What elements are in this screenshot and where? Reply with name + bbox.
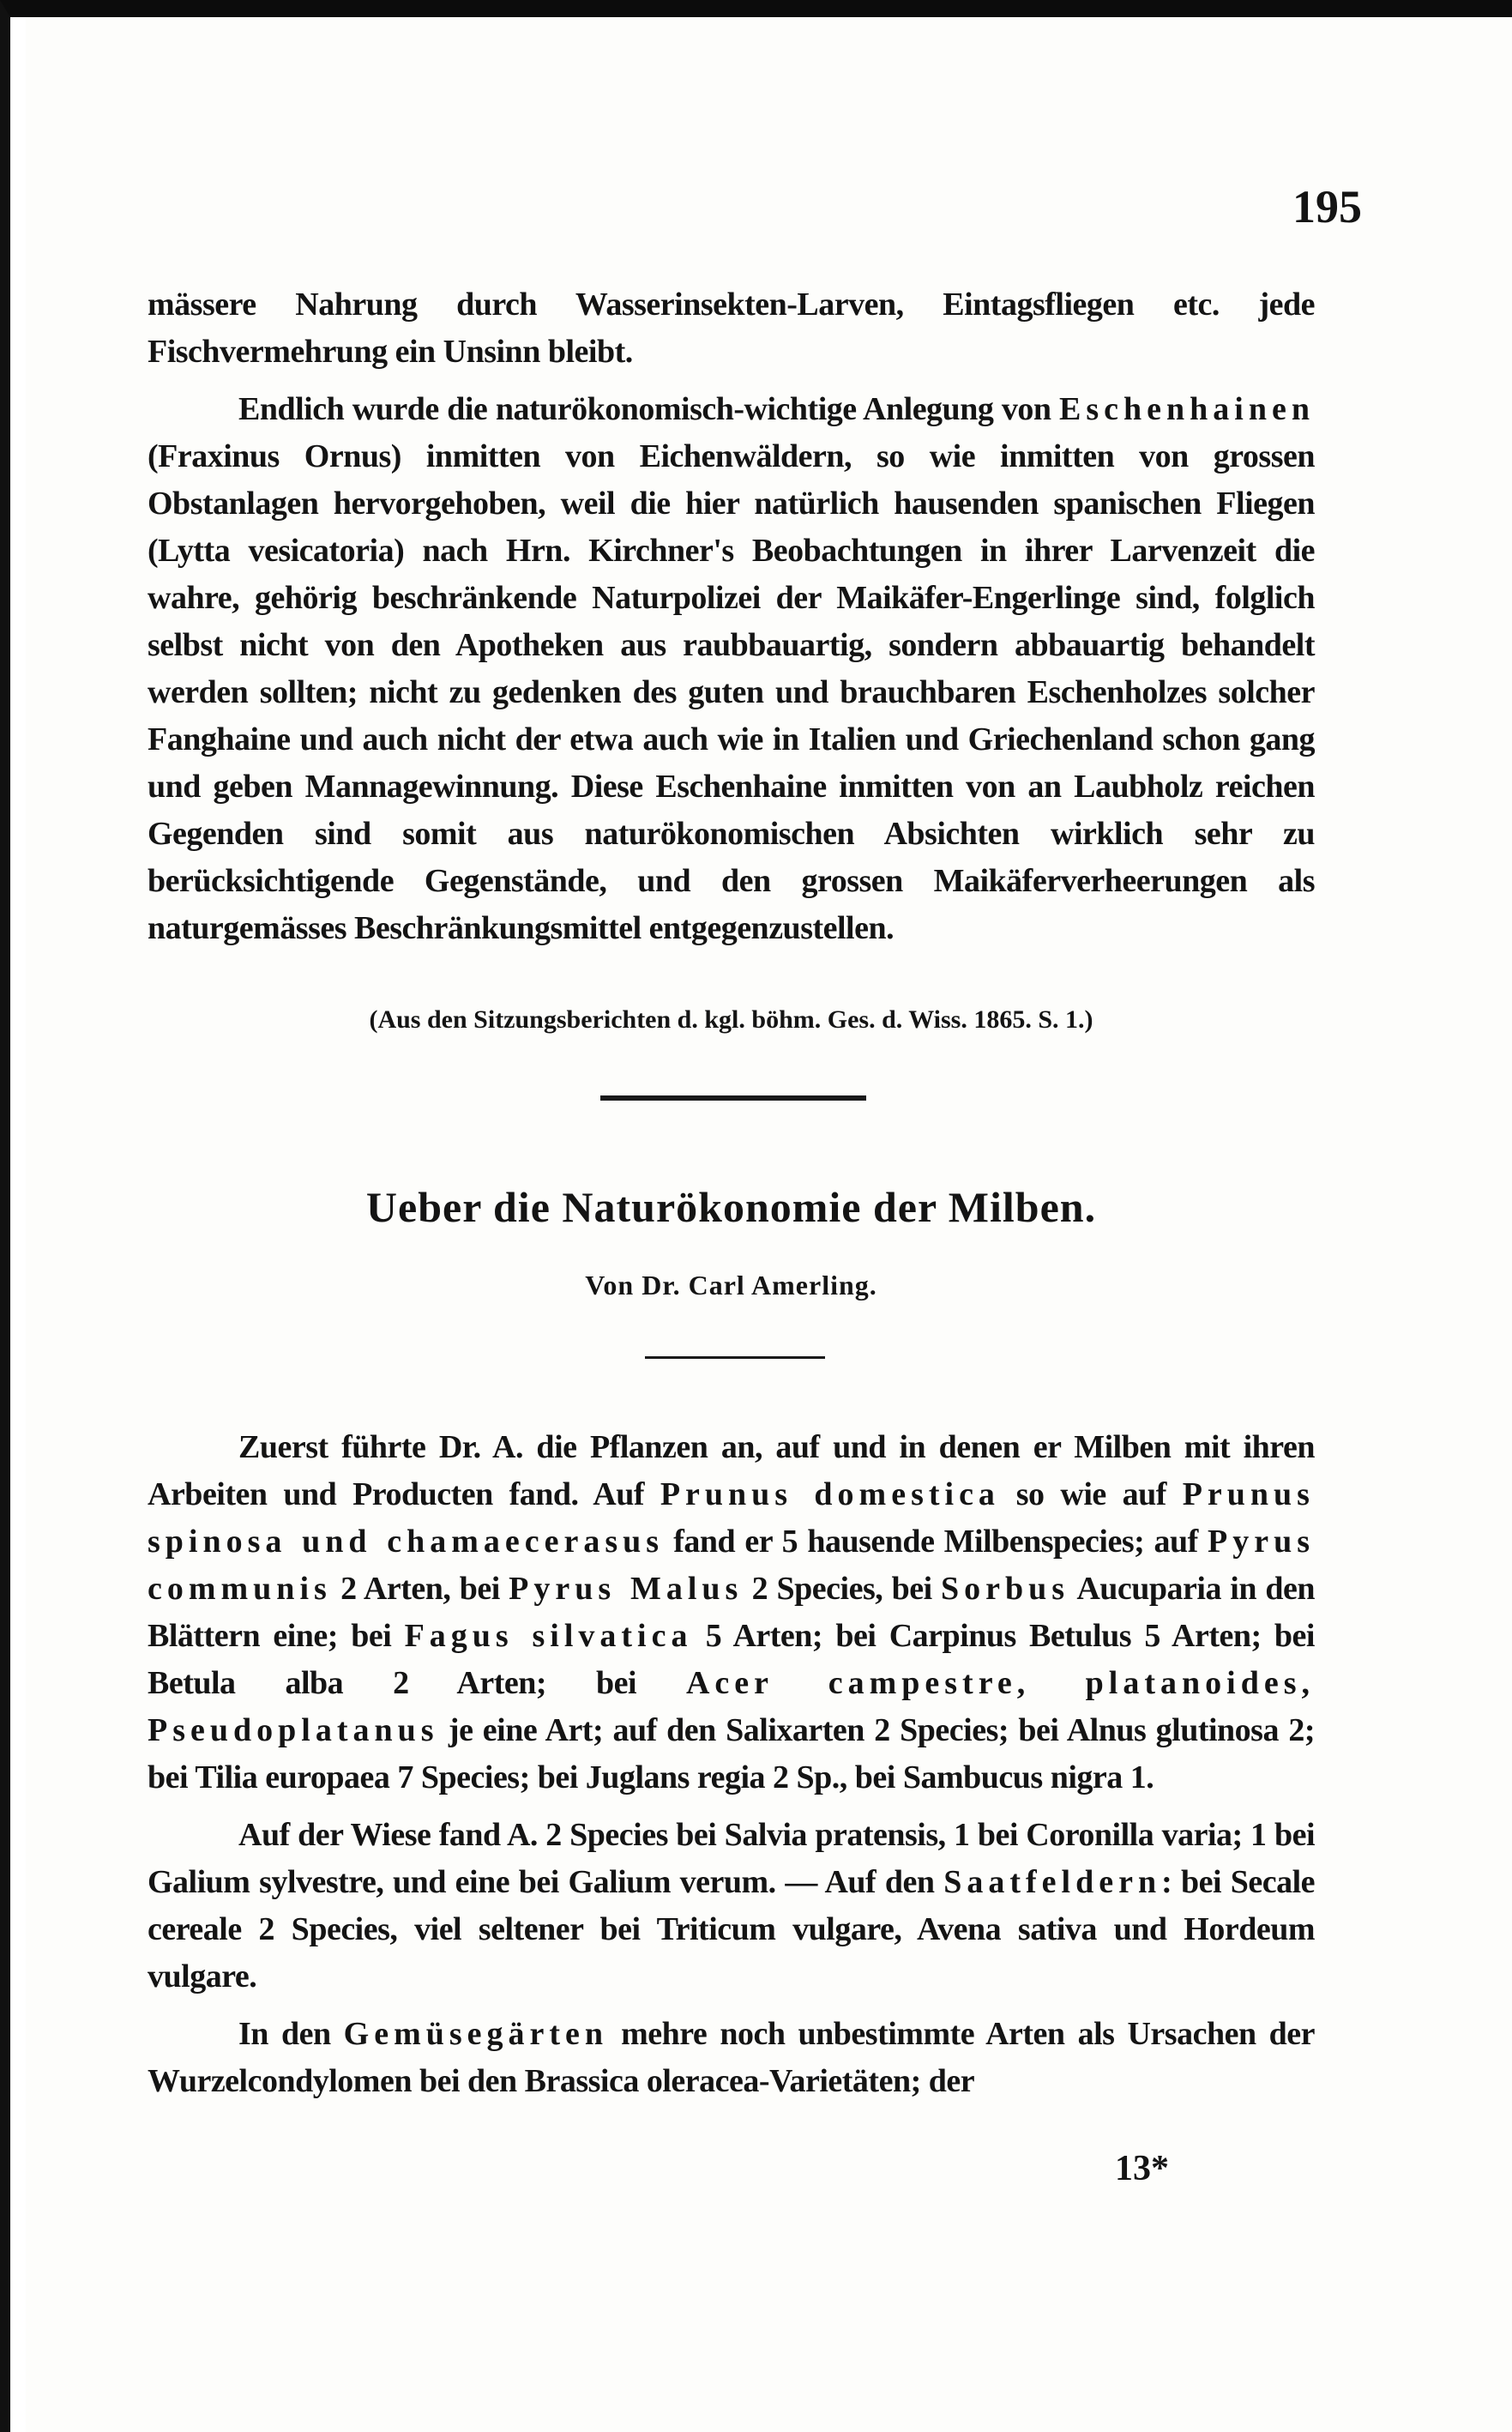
paragraph: In den Gemüsegärten mehre noch unbestimmte Arten als Ursachen der Wurzelcondylomen bei den Brassica oleracea-Varietäten; der <box>148 2016 1315 2099</box>
paragraph: Zuerst führte Dr. A. die Pflanzen an, auf und in denen er Milben mit ihren Arbeiten und Producten fand. Auf Prunus domestica so wie auf Prunus spinosa und chamaecerasus fand er 5 hausende Milbenspecies; auf Pyrus communis 2 Arten, bei Pyrus Malus 2 Species, bei Sorbus Aucuparia in den Blättern eine; bei Fagus silvatica 5 Arten; bei Carpinus Betulus 5 Arten; bei Betula alba 2 Arten; bei Acer campestre, platanoides, Pseudoplatanus je eine Art; auf den Salixarten 2 Species; bei Alnus glutinosa 2; bei Tilia europaea 7 Species; bei Juglans regia 2 Sp., bei Sambucus nigra 1. <box>148 1429 1315 1795</box>
citation: (Aus den Sitzungsberichten d. kgl. böhm. Ges. d. Wiss. 1865. S. 1.) <box>369 1005 1093 1034</box>
article-author: Von Dr. Carl Amerling. <box>585 1270 877 1300</box>
paragraph: mässere Nahrung durch Wasserinsekten-Larven, Eintagsfliegen etc. jede Fischvermehrung ein Unsinn bleibt. <box>148 287 1315 370</box>
paragraph: Endlich wurde die naturökonomisch-wichtige Anlegung von Eschenhainen (Fraxinus Ornus) inmitten von Eichenwäldern, so wie inmitten von grossen Obstanlagen hervorgehoben, weil die hier natürlich hausenden spanischen Fliegen (Lytta vesicatoria) nach Hrn. Kirchner's Beobachtungen in ihrer Larvenzeit die wahre, gehörig beschränkende Naturpolizei der Maikäfer-Engerlinge sind, folglich selbst nicht von den Apotheken aus raubbauartig, sondern abbauartig behandelt werden sollten; nicht zu gedenken des guten und brauchbaren Eschenholzes solcher Fanghaine und auch nicht der etwa auch wie in Italien und Griechenland schon gang und geben Mannagewinnung. Diese Eschenhaine inmitten von an Laubholz reichen Gegenden sind somit aus naturökonomischen Absichten wirklich sehr zu berücksichtigende Gegenstände, und den grossen Maikäferverheerungen als naturgemässes Beschränkungsmittel entgegenzustellen. <box>148 391 1315 946</box>
continued-text <box>148 281 1315 952</box>
title-rule <box>645 1356 825 1359</box>
printer-signature-mark: 13* <box>1115 2149 1169 2188</box>
paragraph: Auf der Wiese fand A. 2 Species bei Salvia pratensis, 1 bei Coronilla varia; 1 bei Galium sylvestre, und eine bei Galium verum. — Auf den Saatfeldern: bei Secale cereale 2 Species, viel seltener bei Triticum vulgare, Avena sativa und Hordeum vulgare. <box>148 1817 1315 1994</box>
page-number: 195 <box>1292 181 1362 232</box>
article-body <box>148 1424 1315 2105</box>
section-divider <box>600 1095 866 1101</box>
article-title: Ueber die Naturökonomie der Milben. <box>365 1183 1097 1231</box>
